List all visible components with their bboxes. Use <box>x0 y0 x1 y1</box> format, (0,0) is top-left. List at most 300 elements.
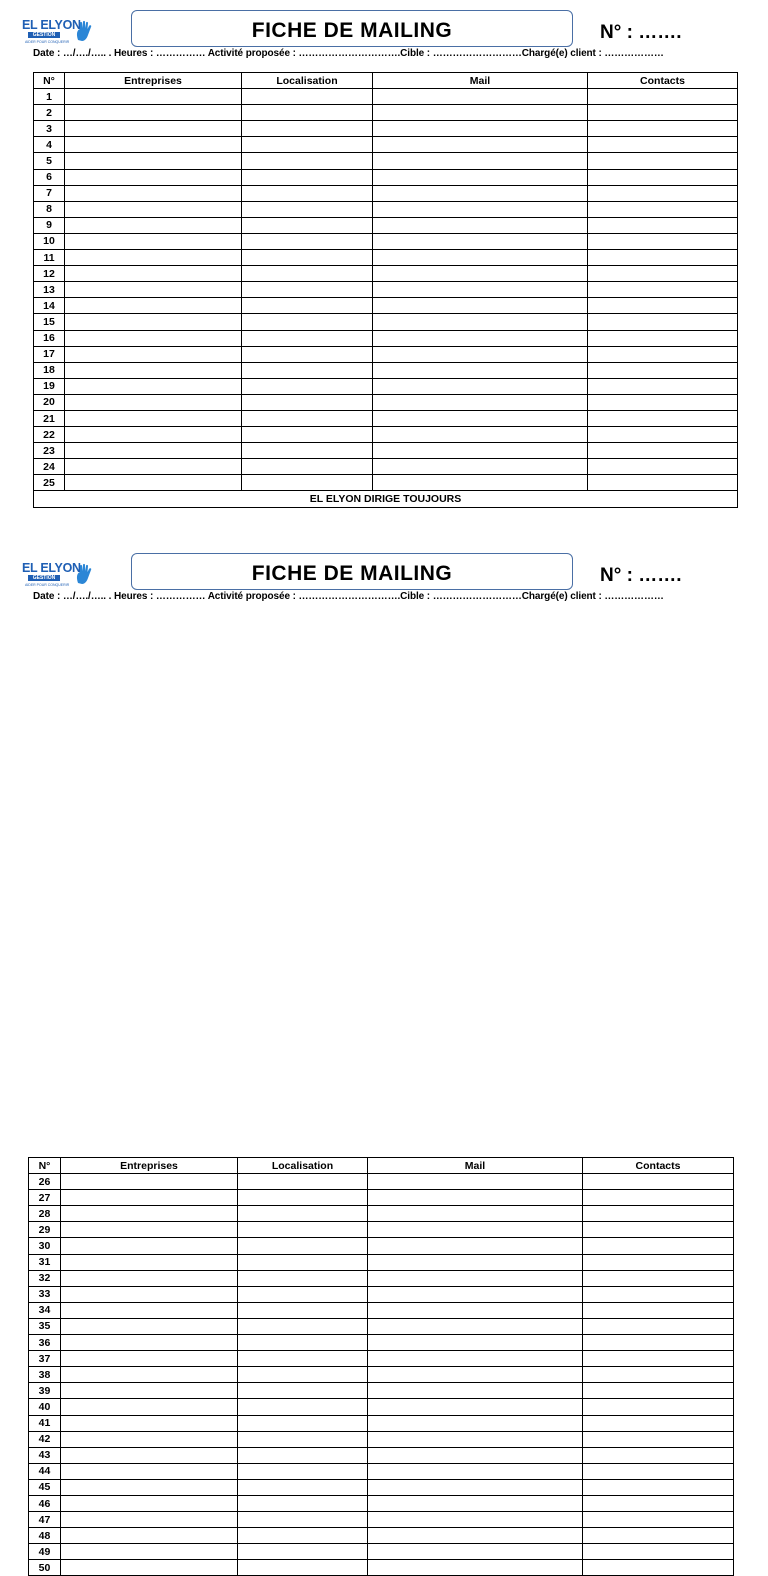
table-row <box>34 394 738 410</box>
row-number: 4 <box>34 137 65 153</box>
cell-mail[interactable] <box>368 1431 583 1447</box>
cell-mail[interactable] <box>373 185 588 201</box>
cell-localisation[interactable] <box>238 1318 368 1334</box>
cell-mail[interactable] <box>373 121 588 137</box>
table-row <box>29 1335 734 1351</box>
cell-entreprise[interactable] <box>61 1479 238 1495</box>
title-box <box>131 10 573 47</box>
logo-tagline: AIDER POUR CONQUERIR <box>25 40 70 44</box>
cell-localisation[interactable] <box>242 185 373 201</box>
cell-localisation[interactable] <box>238 1351 368 1367</box>
cell-localisation[interactable] <box>242 298 373 314</box>
row-number: 44 <box>29 1463 61 1479</box>
cell-mail[interactable] <box>368 1174 583 1190</box>
table-row <box>34 153 738 169</box>
sheet-number-field: N° : ……. <box>600 22 682 43</box>
table-row <box>29 1302 734 1318</box>
cell-localisation[interactable] <box>238 1431 368 1447</box>
cell-localisation[interactable] <box>242 443 373 459</box>
cell-mail[interactable] <box>368 1512 583 1528</box>
cell-mail[interactable] <box>373 217 588 233</box>
cell-mail[interactable] <box>373 330 588 346</box>
cell-mail[interactable] <box>368 1270 583 1286</box>
cell-mail[interactable] <box>368 1367 583 1383</box>
logo-subtitle: GESTION <box>28 575 60 581</box>
row-number: 20 <box>34 394 65 410</box>
cell-mail[interactable] <box>368 1447 583 1463</box>
hand-icon <box>74 20 94 42</box>
cell-localisation[interactable] <box>242 346 373 362</box>
cell-mail[interactable] <box>373 169 588 185</box>
cell-contacts[interactable] <box>588 282 738 298</box>
cell-contacts[interactable] <box>583 1254 734 1270</box>
cell-entreprise[interactable] <box>65 217 242 233</box>
column-header-entreprises: Entreprises <box>61 1158 238 1174</box>
cell-contacts[interactable] <box>588 427 738 443</box>
cell-mail[interactable] <box>368 1383 583 1399</box>
cell-contacts[interactable] <box>588 169 738 185</box>
cell-localisation[interactable] <box>238 1190 368 1206</box>
row-number: 23 <box>34 443 65 459</box>
cell-localisation[interactable] <box>242 201 373 217</box>
cell-contacts[interactable] <box>588 217 738 233</box>
cell-contacts[interactable] <box>583 1415 734 1431</box>
cell-entreprise[interactable] <box>61 1318 238 1334</box>
cell-contacts[interactable] <box>588 362 738 378</box>
cell-entreprise[interactable] <box>65 410 242 426</box>
cell-entreprise[interactable] <box>65 121 242 137</box>
cell-localisation[interactable] <box>242 410 373 426</box>
cell-localisation[interactable] <box>238 1238 368 1254</box>
cell-localisation[interactable] <box>238 1206 368 1222</box>
logo-text: EL ELYON <box>22 561 81 575</box>
cell-contacts[interactable] <box>588 378 738 394</box>
cell-contacts[interactable] <box>583 1351 734 1367</box>
cell-localisation[interactable] <box>238 1335 368 1351</box>
cell-contacts[interactable] <box>588 330 738 346</box>
table-row <box>34 266 738 282</box>
row-number: 14 <box>34 298 65 314</box>
cell-contacts[interactable] <box>583 1222 734 1238</box>
cell-mail[interactable] <box>368 1190 583 1206</box>
cell-contacts[interactable] <box>588 153 738 169</box>
row-number: 47 <box>29 1512 61 1528</box>
cell-contacts[interactable] <box>588 185 738 201</box>
cell-entreprise[interactable] <box>61 1222 238 1238</box>
row-number: 32 <box>29 1270 61 1286</box>
cell-entreprise[interactable] <box>65 153 242 169</box>
cell-contacts[interactable] <box>583 1174 734 1190</box>
cell-localisation[interactable] <box>238 1174 368 1190</box>
table-row <box>34 233 738 249</box>
cell-localisation[interactable] <box>238 1383 368 1399</box>
cell-mail[interactable] <box>373 250 588 266</box>
cell-localisation[interactable] <box>242 169 373 185</box>
row-number: 3 <box>34 121 65 137</box>
cell-contacts[interactable] <box>583 1463 734 1479</box>
cell-localisation[interactable] <box>238 1512 368 1528</box>
cell-entreprise[interactable] <box>65 185 242 201</box>
logo-subtitle: GESTION <box>28 32 60 38</box>
cell-entreprise[interactable] <box>61 1399 238 1415</box>
cell-entreprise[interactable] <box>61 1495 238 1511</box>
cell-entreprise[interactable] <box>61 1415 238 1431</box>
table-row <box>29 1206 734 1222</box>
logo-tagline: AIDER POUR CONQUERIR <box>25 583 70 587</box>
cell-entreprise[interactable] <box>65 266 242 282</box>
row-number: 19 <box>34 378 65 394</box>
cell-mail[interactable] <box>373 137 588 153</box>
cell-entreprise[interactable] <box>65 330 242 346</box>
logo-text: EL ELYON <box>22 18 81 32</box>
column-header-entreprises: Entreprises <box>65 73 242 89</box>
table-row <box>29 1399 734 1415</box>
row-number: 42 <box>29 1431 61 1447</box>
table-row <box>34 169 738 185</box>
table-row <box>29 1512 734 1528</box>
cell-mail[interactable] <box>368 1302 583 1318</box>
cell-contacts[interactable] <box>588 201 738 217</box>
cell-mail[interactable] <box>368 1415 583 1431</box>
cell-entreprise[interactable] <box>65 105 242 121</box>
table-body <box>29 1174 734 1576</box>
cell-mail[interactable] <box>368 1560 583 1576</box>
row-number: 6 <box>34 169 65 185</box>
cell-localisation[interactable] <box>242 459 373 475</box>
cell-contacts[interactable] <box>588 137 738 153</box>
cell-localisation[interactable] <box>242 362 373 378</box>
table-row <box>34 362 738 378</box>
row-number: 43 <box>29 1447 61 1463</box>
row-number: 8 <box>34 201 65 217</box>
table-row <box>34 137 738 153</box>
cell-entreprise[interactable] <box>65 459 242 475</box>
cell-entreprise[interactable] <box>61 1302 238 1318</box>
cell-entreprise[interactable] <box>65 314 242 330</box>
cell-mail[interactable] <box>373 266 588 282</box>
cell-localisation[interactable] <box>242 250 373 266</box>
cell-mail[interactable] <box>368 1206 583 1222</box>
cell-mail[interactable] <box>373 394 588 410</box>
cell-entreprise[interactable] <box>65 233 242 249</box>
table-row <box>29 1190 734 1206</box>
column-header-number: N° <box>29 1158 61 1174</box>
row-number: 16 <box>34 330 65 346</box>
column-header-mail: Mail <box>373 73 588 89</box>
row-number: 38 <box>29 1367 61 1383</box>
row-number: 21 <box>34 410 65 426</box>
cell-contacts[interactable] <box>588 105 738 121</box>
row-number: 45 <box>29 1479 61 1495</box>
row-number: 46 <box>29 1495 61 1511</box>
row-number: 49 <box>29 1544 61 1560</box>
cell-mail[interactable] <box>373 201 588 217</box>
table-row <box>34 89 738 105</box>
cell-localisation[interactable] <box>238 1286 368 1302</box>
table-footer-row <box>34 491 738 507</box>
cell-entreprise[interactable] <box>65 362 242 378</box>
row-number: 9 <box>34 217 65 233</box>
sheet-number-field: N° : ……. <box>600 565 682 586</box>
cell-mail[interactable] <box>373 443 588 459</box>
cell-localisation[interactable] <box>242 233 373 249</box>
cell-entreprise[interactable] <box>65 346 242 362</box>
cell-contacts[interactable] <box>588 394 738 410</box>
table-row <box>29 1174 734 1190</box>
cell-contacts[interactable] <box>588 410 738 426</box>
cell-localisation[interactable] <box>238 1254 368 1270</box>
cell-localisation[interactable] <box>242 153 373 169</box>
cell-mail[interactable] <box>368 1479 583 1495</box>
cell-mail[interactable] <box>368 1351 583 1367</box>
cell-entreprise[interactable] <box>61 1528 238 1544</box>
row-number: 18 <box>34 362 65 378</box>
table-row <box>34 346 738 362</box>
cell-mail[interactable] <box>373 475 588 491</box>
table-row <box>29 1318 734 1334</box>
cell-localisation[interactable] <box>238 1367 368 1383</box>
cell-contacts[interactable] <box>588 121 738 137</box>
cell-contacts[interactable] <box>583 1206 734 1222</box>
table-row <box>29 1479 734 1495</box>
cell-contacts[interactable] <box>583 1286 734 1302</box>
cell-contacts[interactable] <box>588 314 738 330</box>
cell-mail[interactable] <box>373 233 588 249</box>
cell-contacts[interactable] <box>588 459 738 475</box>
table-row <box>34 250 738 266</box>
info-line: Date : …/…./….. . Heures : …………… Activité proposée : ………………………….Cible : ………………………Chargé(e) client : ……………… <box>33 48 664 59</box>
cell-localisation[interactable] <box>242 121 373 137</box>
cell-entreprise[interactable] <box>61 1238 238 1254</box>
cell-mail[interactable] <box>373 153 588 169</box>
row-number: 1 <box>34 89 65 105</box>
cell-localisation[interactable] <box>238 1544 368 1560</box>
cell-contacts[interactable] <box>583 1190 734 1206</box>
row-number: 37 <box>29 1351 61 1367</box>
cell-mail[interactable] <box>368 1463 583 1479</box>
cell-contacts[interactable] <box>583 1399 734 1415</box>
cell-mail[interactable] <box>373 346 588 362</box>
row-number: 27 <box>29 1190 61 1206</box>
cell-mail[interactable] <box>373 282 588 298</box>
table-row <box>29 1351 734 1367</box>
cell-entreprise[interactable] <box>61 1447 238 1463</box>
cell-mail[interactable] <box>368 1495 583 1511</box>
cell-contacts[interactable] <box>583 1270 734 1286</box>
table-row <box>34 314 738 330</box>
cell-localisation[interactable] <box>242 282 373 298</box>
cell-mail[interactable] <box>368 1335 583 1351</box>
cell-mail[interactable] <box>368 1318 583 1334</box>
cell-mail[interactable] <box>373 298 588 314</box>
cell-localisation[interactable] <box>238 1463 368 1479</box>
cell-mail[interactable] <box>368 1286 583 1302</box>
table-row <box>29 1447 734 1463</box>
table-row <box>34 427 738 443</box>
row-number: 24 <box>34 459 65 475</box>
mailing-table <box>33 72 738 508</box>
row-number: 13 <box>34 282 65 298</box>
table-row <box>34 475 738 491</box>
cell-entreprise[interactable] <box>65 427 242 443</box>
table-row <box>29 1222 734 1238</box>
row-number: 39 <box>29 1383 61 1399</box>
cell-entreprise[interactable] <box>61 1190 238 1206</box>
table-row <box>29 1463 734 1479</box>
cell-contacts[interactable] <box>583 1335 734 1351</box>
cell-entreprise[interactable] <box>61 1431 238 1447</box>
cell-contacts[interactable] <box>583 1528 734 1544</box>
table-row <box>34 378 738 394</box>
column-header-number: N° <box>34 73 65 89</box>
row-number: 50 <box>29 1560 61 1576</box>
cell-contacts[interactable] <box>588 233 738 249</box>
cell-entreprise[interactable] <box>65 378 242 394</box>
cell-localisation[interactable] <box>242 217 373 233</box>
cell-mail[interactable] <box>368 1254 583 1270</box>
cell-entreprise[interactable] <box>65 394 242 410</box>
cell-contacts[interactable] <box>583 1512 734 1528</box>
cell-localisation[interactable] <box>242 314 373 330</box>
cell-localisation[interactable] <box>238 1528 368 1544</box>
cell-entreprise[interactable] <box>65 298 242 314</box>
row-number: 12 <box>34 266 65 282</box>
row-number: 22 <box>34 427 65 443</box>
table-row <box>34 298 738 314</box>
cell-mail[interactable] <box>368 1222 583 1238</box>
cell-entreprise[interactable] <box>61 1270 238 1286</box>
cell-contacts[interactable] <box>588 346 738 362</box>
cell-localisation[interactable] <box>238 1222 368 1238</box>
cell-contacts[interactable] <box>588 475 738 491</box>
cell-contacts[interactable] <box>588 250 738 266</box>
cell-localisation[interactable] <box>238 1560 368 1576</box>
table-row <box>34 282 738 298</box>
cell-contacts[interactable] <box>588 266 738 282</box>
cell-localisation[interactable] <box>242 266 373 282</box>
cell-localisation[interactable] <box>238 1415 368 1431</box>
column-header-contacts: Contacts <box>583 1158 734 1174</box>
cell-entreprise[interactable] <box>61 1512 238 1528</box>
cell-entreprise[interactable] <box>61 1544 238 1560</box>
title-box <box>131 553 573 590</box>
row-number: 29 <box>29 1222 61 1238</box>
cell-contacts[interactable] <box>583 1431 734 1447</box>
cell-localisation[interactable] <box>242 378 373 394</box>
table-row <box>29 1383 734 1399</box>
cell-localisation[interactable] <box>238 1302 368 1318</box>
table-body <box>34 89 738 491</box>
cell-entreprise[interactable] <box>61 1463 238 1479</box>
cell-mail[interactable] <box>373 459 588 475</box>
cell-localisation[interactable] <box>242 330 373 346</box>
table-row <box>29 1238 734 1254</box>
page-title: FICHE DE MAILING <box>251 562 453 585</box>
cell-entreprise[interactable] <box>61 1286 238 1302</box>
cell-mail[interactable] <box>373 314 588 330</box>
row-number: 10 <box>34 233 65 249</box>
cell-entreprise[interactable] <box>65 475 242 491</box>
cell-localisation[interactable] <box>242 89 373 105</box>
table-row <box>34 121 738 137</box>
cell-contacts[interactable] <box>583 1560 734 1576</box>
cell-localisation[interactable] <box>238 1479 368 1495</box>
cell-entreprise[interactable] <box>61 1174 238 1190</box>
row-number: 11 <box>34 250 65 266</box>
column-header-localisation: Localisation <box>238 1158 368 1174</box>
cell-contacts[interactable] <box>588 443 738 459</box>
cell-contacts[interactable] <box>583 1238 734 1254</box>
cell-contacts[interactable] <box>583 1318 734 1334</box>
cell-contacts[interactable] <box>588 89 738 105</box>
cell-mail[interactable] <box>368 1544 583 1560</box>
cell-entreprise[interactable] <box>65 282 242 298</box>
cell-mail[interactable] <box>368 1399 583 1415</box>
info-line: Date : …/…./….. . Heures : …………… Activité proposée : ………………………….Cible : ………………………Chargé(e) client : ……………… <box>33 591 664 602</box>
cell-contacts[interactable] <box>583 1544 734 1560</box>
cell-localisation[interactable] <box>238 1399 368 1415</box>
row-number: 2 <box>34 105 65 121</box>
row-number: 31 <box>29 1254 61 1270</box>
cell-contacts[interactable] <box>583 1383 734 1399</box>
cell-entreprise[interactable] <box>61 1367 238 1383</box>
cell-entreprise[interactable] <box>65 137 242 153</box>
cell-mail[interactable] <box>373 410 588 426</box>
cell-entreprise[interactable] <box>61 1560 238 1576</box>
cell-mail[interactable] <box>373 378 588 394</box>
cell-mail[interactable] <box>373 89 588 105</box>
cell-localisation[interactable] <box>238 1495 368 1511</box>
cell-contacts[interactable] <box>583 1447 734 1463</box>
cell-contacts[interactable] <box>583 1479 734 1495</box>
cell-entreprise[interactable] <box>65 89 242 105</box>
cell-mail[interactable] <box>373 362 588 378</box>
cell-contacts[interactable] <box>583 1367 734 1383</box>
cell-mail[interactable] <box>368 1528 583 1544</box>
footer-motto: EL ELYON DIRIGE TOUJOURS <box>34 491 738 507</box>
cell-entreprise[interactable] <box>65 443 242 459</box>
cell-entreprise[interactable] <box>65 250 242 266</box>
cell-localisation[interactable] <box>242 105 373 121</box>
cell-entreprise[interactable] <box>65 169 242 185</box>
cell-contacts[interactable] <box>583 1495 734 1511</box>
cell-entreprise[interactable] <box>61 1351 238 1367</box>
table-row <box>34 201 738 217</box>
cell-entreprise[interactable] <box>61 1254 238 1270</box>
table-row <box>34 459 738 475</box>
cell-mail[interactable] <box>368 1238 583 1254</box>
cell-entreprise[interactable] <box>61 1335 238 1351</box>
cell-localisation[interactable] <box>238 1270 368 1286</box>
cell-localisation[interactable] <box>242 427 373 443</box>
cell-localisation[interactable] <box>242 394 373 410</box>
row-number: 28 <box>29 1206 61 1222</box>
table-header-row <box>29 1158 734 1174</box>
cell-entreprise[interactable] <box>61 1206 238 1222</box>
row-number: 33 <box>29 1286 61 1302</box>
cell-localisation[interactable] <box>242 475 373 491</box>
cell-localisation[interactable] <box>242 137 373 153</box>
cell-entreprise[interactable] <box>65 201 242 217</box>
cell-mail[interactable] <box>373 105 588 121</box>
cell-contacts[interactable] <box>583 1302 734 1318</box>
table-row <box>34 105 738 121</box>
cell-contacts[interactable] <box>588 298 738 314</box>
table-row <box>34 185 738 201</box>
cell-localisation[interactable] <box>238 1447 368 1463</box>
cell-mail[interactable] <box>373 427 588 443</box>
cell-entreprise[interactable] <box>61 1383 238 1399</box>
